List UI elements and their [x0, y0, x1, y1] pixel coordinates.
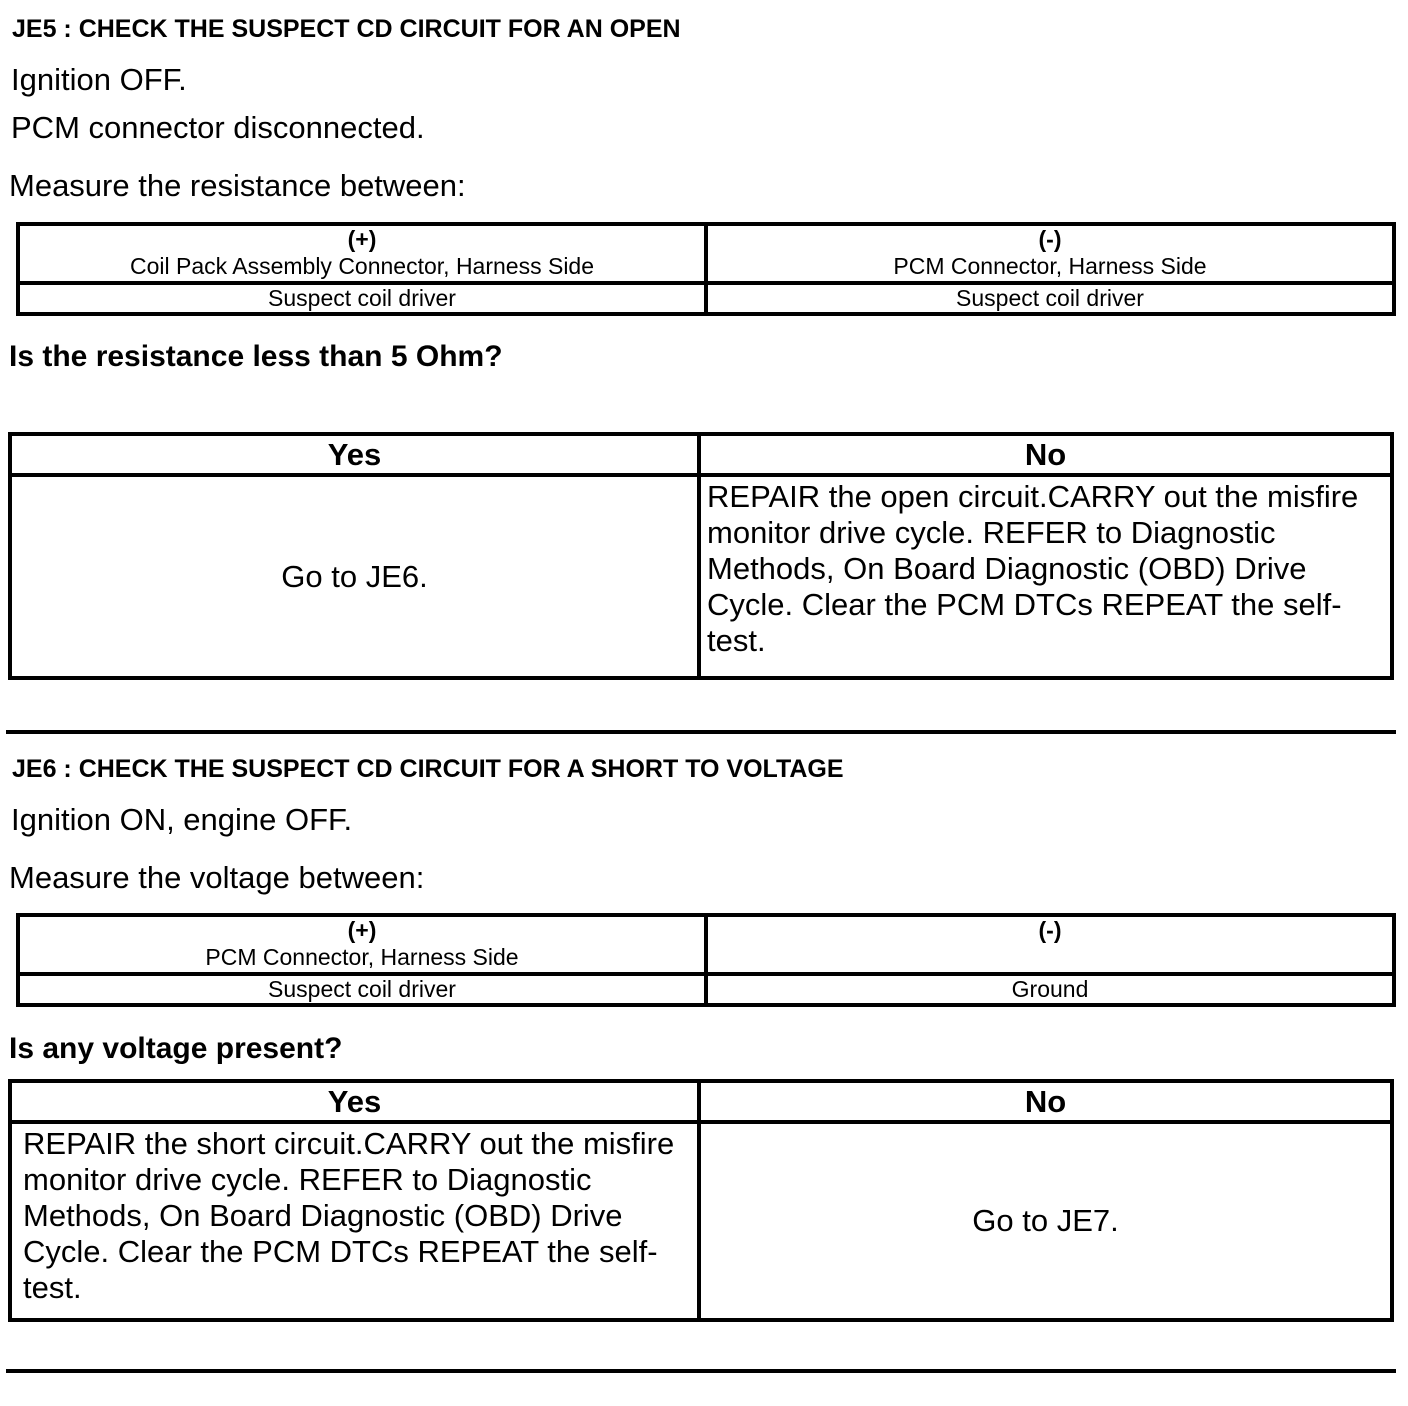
section-divider	[6, 1369, 1396, 1373]
plus-location: Coil Pack Assembly Connector, Harness Side	[129, 253, 595, 279]
minus-header: (-)	[1038, 226, 1062, 252]
je6-no-header: No	[699, 1081, 1392, 1122]
je5-minus-value: Suspect coil driver	[706, 283, 1394, 314]
je6-minus-terminal	[706, 915, 1394, 974]
je6-no-action: Go to JE7.	[699, 1122, 1392, 1320]
je5-condition-connector: PCM connector disconnected.	[11, 110, 425, 145]
je6-yes-header: Yes	[10, 1081, 699, 1122]
je6-minus-value: Ground	[706, 974, 1394, 1005]
je5-instruction: Measure the resistance between:	[9, 168, 466, 203]
minus-header: (-)	[1038, 917, 1062, 943]
je5-measurement-table	[16, 222, 1396, 316]
je6-plus-value: Suspect coil driver	[18, 974, 706, 1005]
plus-location: PCM Connector, Harness Side	[205, 944, 519, 970]
je5-no-action: REPAIR the open circuit.CARRY out the misfire monitor drive cycle. REFER to Diagnostic Methods, On Board Diagnostic (OBD) Drive Cycle. Clear the PCM DTCs REPEAT the self-test.	[699, 475, 1392, 678]
je6-question: Is any voltage present?	[9, 1032, 343, 1065]
je6-measurement-table	[16, 913, 1396, 1007]
plus-header: (+)	[347, 226, 377, 252]
je5-result-table	[8, 432, 1394, 680]
je6-plus-terminal	[18, 915, 706, 974]
je5-question: Is the resistance less than 5 Ohm?	[9, 340, 503, 373]
je5-yes-action: Go to JE6.	[10, 475, 699, 678]
je5-heading: JE5 : CHECK THE SUSPECT CD CIRCUIT FOR AN OPEN	[12, 15, 681, 43]
je5-no-header: No	[699, 434, 1392, 475]
je5-minus-terminal	[706, 224, 1394, 283]
je5-plus-terminal	[18, 224, 706, 283]
je5-yes-header: Yes	[10, 434, 699, 475]
minus-location: PCM Connector, Harness Side	[893, 253, 1207, 279]
je6-yes-action: REPAIR the short circuit.CARRY out the misfire monitor drive cycle. REFER to Diagnostic Methods, On Board Diagnostic (OBD) Drive Cycle. Clear the PCM DTCs REPEAT the self-test.	[10, 1122, 699, 1320]
je5-condition-ignition: Ignition OFF.	[11, 62, 187, 97]
section-divider	[6, 730, 1396, 734]
je6-heading: JE6 : CHECK THE SUSPECT CD CIRCUIT FOR A SHORT TO VOLTAGE	[12, 755, 844, 783]
je6-instruction: Measure the voltage between:	[9, 860, 425, 895]
je6-condition-ignition: Ignition ON, engine OFF.	[11, 802, 353, 837]
plus-header: (+)	[347, 917, 377, 943]
je6-result-table	[8, 1079, 1394, 1322]
je5-plus-value: Suspect coil driver	[18, 283, 706, 314]
